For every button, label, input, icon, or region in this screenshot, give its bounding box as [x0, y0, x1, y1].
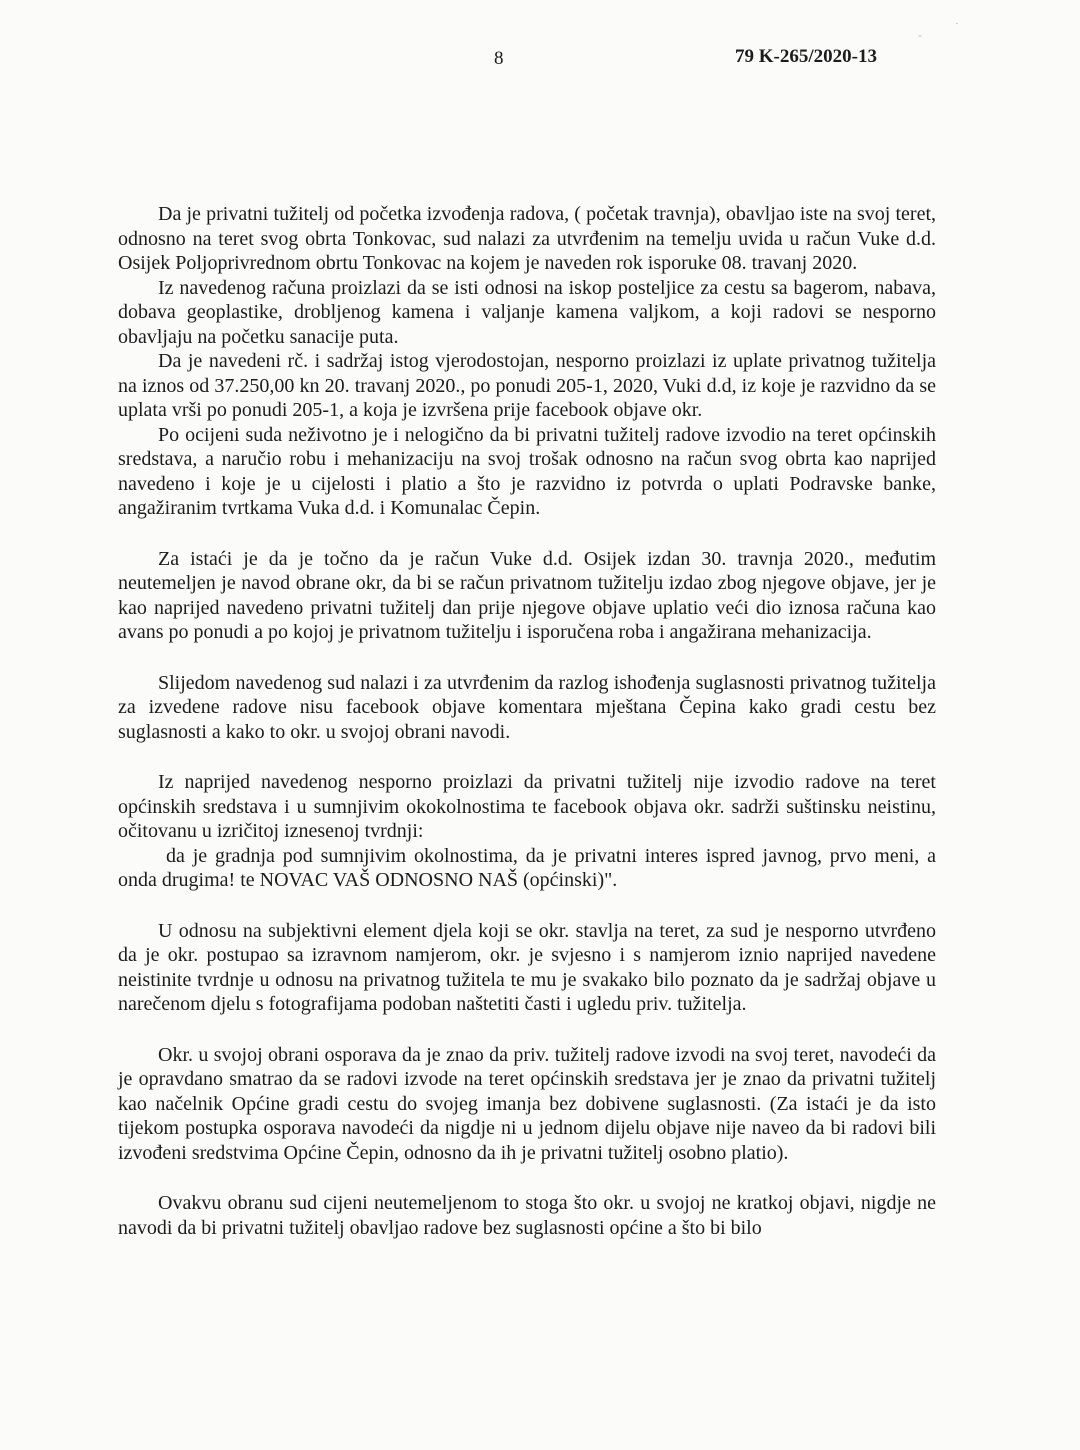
paragraph-10: Ovakvu obranu sud cijeni neutemeljenom to stoga što okr. u svojoj ne kratkoj objavi, nigdje ne navodi da bi privatni tužitelj obavljao radove bez suglasnosti općine a što bi bilo: [118, 1192, 936, 1239]
paragraph-3: Da je navedeni rč. i sadržaj istog vjerodostojan, nesporno proizlazi iz uplate privatnog tužitelja na iznos od 37.250,00 kn 20. travanj 2020., po ponudi 205-1, 2020, Vuki d.d, iz koje je razvidno da se uplata vrši po ponudi 205-1, a koja je izvršena prije facebook objave okr.: [118, 350, 936, 421]
paragraph-2: Iz navedenog računa proizlazi da se isti odnosi na iskop posteljice za cestu sa bagerom, nabava, dobava geoplastike, drobljenog kamena i valjanje kamena valjkom, a koji radovi se nesporno obavljaju na početku sanacije puta.: [118, 276, 936, 348]
case-number: 79 K-265/2020-13: [735, 46, 877, 67]
paragraph-7: Iz naprijed navedenog nesporno proizlazi da privatni tužitelj nije izvodio radove na teret općinskih sredstava i u sumnjivim okokolnostima te facebook objava okr. sadrži suštinsku neistinu, očitovanu u izričitoj iznesenoj tvrdnji:: [118, 771, 936, 842]
paragraph-9: Okr. u svojoj obrani osporava da je znao da priv. tužitelj radove izvodi na svoj teret, navodeći da je opravdano smatrao da se radovi izvode na teret općinskih sredstava jer je znao da privatni tužitelj kao načelnik Općine gradi cestu do svojeg imanja bez dobivene suglasnosti. (Za istaći je da isto tijekom postupka osporava navodeći da nigdje ni u jednom dijelu objave nije naveo da bi radovi bili izvođeni sredstvima Općine Čepin, odnosno da ih je privatni tužitelj osobno platio).: [118, 1043, 936, 1164]
document-body: [118, 202, 936, 1240]
scan-speck-mark: -: [918, 28, 922, 42]
paragraph-6: Slijedom navedenog sud nalazi i za utvrđenim da razlog ishođenja suglasnosti privatnog tužitelja za izvedene radove nisu facebook objave komentara mještana Čepina kako gradi cestu bez suglasnosti a kako to okr. u svojoj obrani navodi.: [118, 671, 936, 743]
paragraph-8: U odnosu na subjektivni element djela koji se okr. stavlja na teret, za sud je nesporno utvrđeno da je okr. postupao sa izravnom namjerom, okr. je svjesno i s namjerom iznio naprijed navedene neistinite tvrdnje u odnosu na privatnog tužitela te mu je svakako bilo poznato da je sadržaj objave u narečenom djelu s fotografijama podoban naštetiti časti i ugledu priv. tužitelja.: [118, 919, 936, 1015]
paragraph-1: Da je privatni tužitelj od početka izvođenja radova, ( početak travnja), obavljao iste na svoj teret, odnosno na teret svog obrta Tonkovac, sud nalazi za utvrđenim na temelju uvida u račun Vuke d.d. Osijek Poljoprivrednom obrtu Tonkovac na kojem je naveden rok isporuke 08. travanj 2020.: [118, 203, 936, 274]
scan-speck-mark: ·: [955, 16, 959, 30]
paragraph-5: Za istaći je da je točno da je račun Vuke d.d. Osijek izdan 30. travnja 2020., međutim neutemeljen je navod obrane okr, da bi se račun privatnom tužitelju izdao zbog njegove objave, jer je kao naprijed navedeno privatni tužitelj dan prije njegove objave uplatio veći dio iznosa računa kao avans po ponudi a po kojoj je privatnom tužitelju i isporučena roba i angažirana mehanizacija.: [118, 547, 936, 643]
quoted-statement: da je gradnja pod sumnjivim okolnostima, da je privatni interes ispred javnog, prvo meni, a onda drugima! te NOVAC VAŠ ODNOSNO NAŠ (općinski)".: [118, 844, 936, 891]
paragraph-4: Po ocijeni suda neživotno je i nelogično da bi privatni tužitelj radove izvodio na teret općinskih sredstava, a naručio robu i mehanizaciju na svoj trošak odnosno na račun svog obrta kao naprijed navedeno i koje je u cijelosti i platio a što je razvidno iz potvrda o uplati Podravske banke, angažiranim tvrtkama Vuka d.d. i Komunalac Čepin.: [118, 423, 936, 519]
page-number: 8: [494, 48, 504, 69]
